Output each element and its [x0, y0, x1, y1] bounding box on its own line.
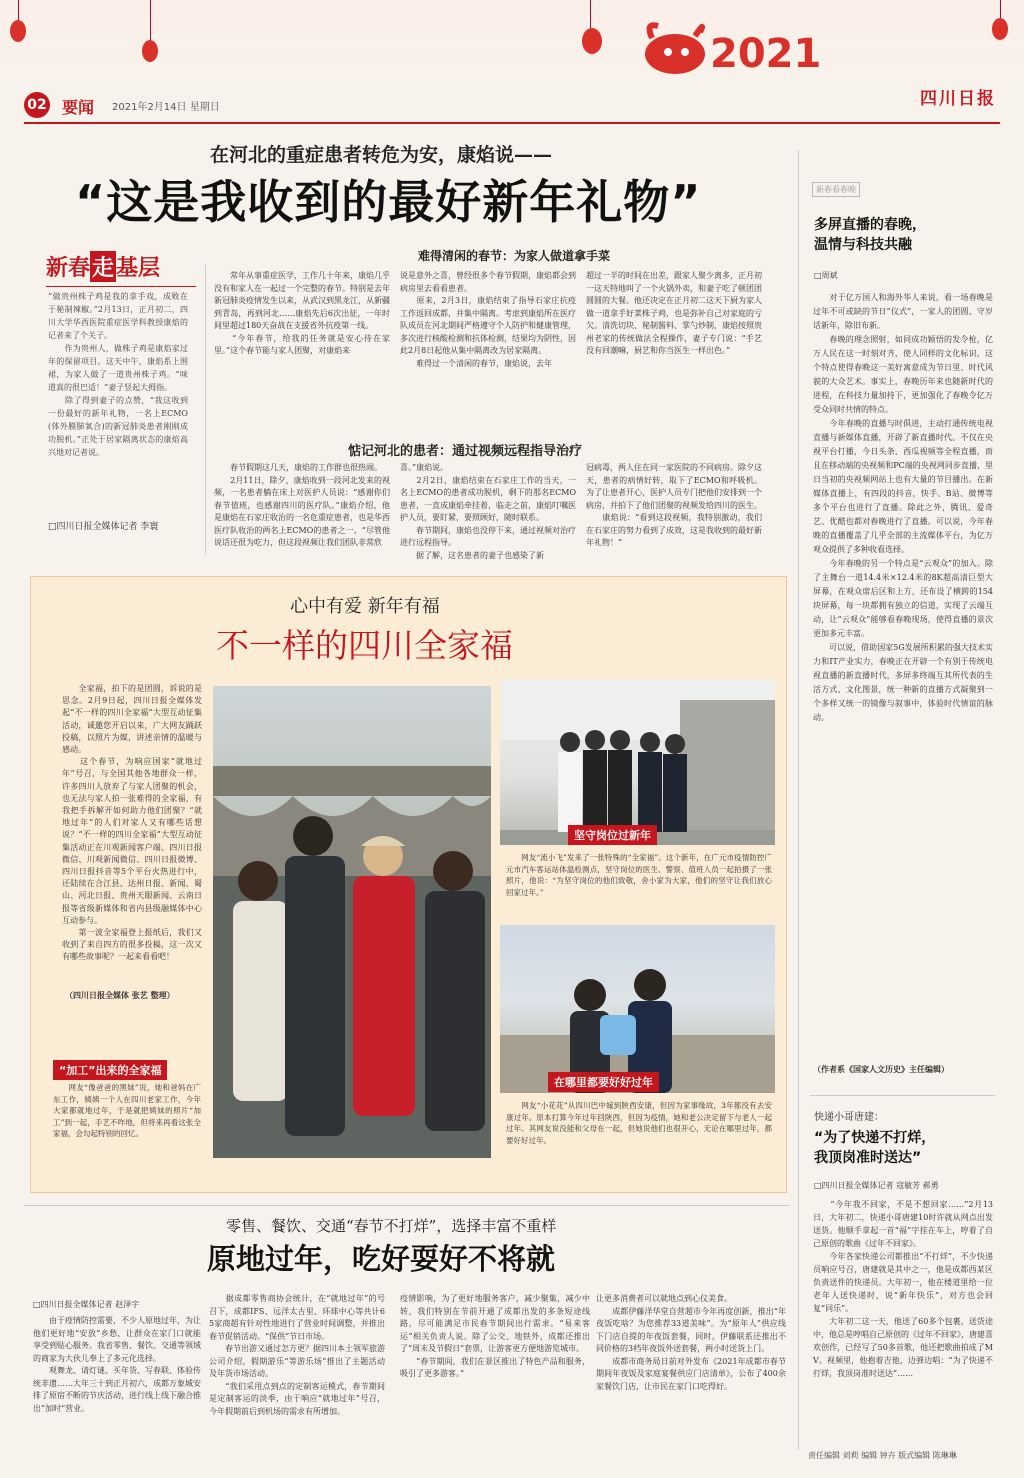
subhead-remote: 惦记河北的患者：通过视频远程指导治疗 — [348, 444, 583, 459]
main-headline: “这是我收到的最好新年礼物” — [75, 175, 702, 229]
lantern-string — [1000, 0, 1001, 18]
bottom-column-2: 据成都零售商协会统计，在“就地过年”的号召下，成都IFS、远洋太古里、环球中心等共计65家商超有针对性地进行了营业时间调整，并推出春节促销活动。“保供”节日市场。 春节出游又通过怎方更？据四川本土领军旅游公司介绍，假期游乐“等游乐场”推出了主题活动及年货市场活动。 “我们采用点到点的定制客运模式，春节期间是定制客运的淡季，由于响应“就地过年”号召，今年假期前后到机场的需求有所增加。 — [209, 1294, 385, 1416]
body-column-e: 喜。”康焰说。 2月2日，康焰结束在石家庄工作的当天，一名上ECMO的患者成功脱机，剩下的那名ECMO患者，一直成康焰牵挂着，临走之前，康焰叮嘱医护人员，要盯紧，要照顾好，随时联系。 春节期间，康焰也没停下来，通过视频对治疗进行远程指导。 据了解，这名患者的妻子也感染了新 — [400, 463, 576, 560]
right-headline — [814, 215, 926, 255]
caption-duty: 网友“流小飞”发来了一张特殊的“全家福”。这个新年，在广元市疫情防控广元市汽车客运站体温检测点，坚守岗位的医生、警察、值班人员一起拍摄了一张照片，他说：“为坚守岗位的他们致敬，舍小家为大家，他们的坚守让我们放心回家过年。” — [506, 853, 772, 897]
duty-illustration — [500, 680, 775, 845]
header-rule — [24, 122, 1000, 124]
subhead-holiday: 难得清闲的春节：为家人做道拿手菜 — [418, 249, 611, 263]
caption-edited-photo: 网友“像爸爸的黑妹”说，她和爸妈在广东工作，姨姨一个人在四川老家工作，今年大家都就地过年，于是就把姨妹的照片“加工”到一起，手艺不咋地，但将来再看这张全家福，会勾起特别的回忆。 — [53, 1083, 201, 1138]
bridge-illustration — [213, 686, 491, 1158]
courier-headline-line1: “为了快递不打烊， — [814, 1130, 936, 1146]
courier-headline — [814, 1128, 935, 1168]
column-logo-rule — [46, 286, 196, 287]
lantern-string — [18, 0, 19, 20]
couple-illustration — [500, 925, 775, 1093]
lantern-string — [590, 0, 591, 28]
lantern-icon — [582, 28, 602, 54]
family-intro-text: 全家福，拍下的是团圆，诉说的是思念。2月9日起，四川日报全媒体发起“不一样的四川全家福”大型互动征集活动，诚邀您开启以来，广大网友踊跃投稿，以照片为媒，讲述亲情的温暖与感动。 这个春节，为响应国家“就地过年”号召，与全国其他各地群众一样，许多四川人放弃了与家人团聚的机会，也无法与家人拍一张难得的全家福，有我把手拆解开如何助力他们团聚？“就地过年”的人们对家人又有哪些话想说？“不一样的四川全家福”大型互动征集活动正在川观新闻客户端、四川日报微信、川观新闻微信、四川日报微博、四川日报抖音等5个平台火热进行中，还陆续在合江县、达州日报、新闻、蜀山、河北日报、贵州天眼新闻、云南日报等省级新媒体和省内县级融媒体中心互动参与。 第一波全家福登上报纸后，我们又收到了来自四方的很多投稿，这一次又有哪些故事呢？一起来看看吧！ — [62, 684, 202, 962]
courier-byline: □四川日报全媒体记者 寇敏芳 郝勇 — [814, 1181, 939, 1190]
right-author-signature: （作者系《国家人文历史》主任编辑） — [813, 1064, 949, 1074]
badge-duty: 坚守岗位过新年 — [568, 825, 657, 845]
column-logo-pre: 新春 — [46, 255, 91, 281]
right-headline-line2: 温情与科技共融 — [814, 237, 912, 253]
bottom-section-rule — [24, 1205, 789, 1206]
body-column-a: 常年从事重症医学，工作几十年来，康焰几乎没有和家人在一起过一个完整的春节。特别是去年新冠肺炎疫情发生以来，从武汉到黑龙江，从新疆到青岛，再到河北……康焰先后6次出征，一年时间里超过180天奋战在支援省外抗疫第一线。 “今年春节，给我的任务就是安心待在家里。”这个春节能与家人团聚，对康焰来 — [214, 271, 390, 355]
right-author: □周斌 — [814, 271, 838, 280]
column-logo-post: 基层 — [116, 255, 161, 281]
lantern-icon — [142, 40, 158, 62]
body-column-f: 冠病毒，两人住在同一家医院的不同病房。除夕这天，患者的病情好转，取下了ECMO和呼吸机。为了让患者开心，医护人员专门把他们安排到一个病房，并拍下了他们团聚的视频发给四川的医生。 康焰说：“看到这段视频，我特别激动，我们在石家庄的努力看到了成效，这是我收到的最好新年礼物！” — [586, 463, 762, 547]
banner-year-art: 2021 — [710, 31, 822, 77]
right-section-rule — [810, 1095, 995, 1096]
family-headline: 不一样的四川全家福 — [216, 626, 513, 665]
bottom-column-4: 让更多消费者可以就地点到心仪美食。 成都伊藤洋华堂自营超市今年再度创新，推出“年夜饭吃啥？为您推荐33道美味”。为“原年人”供应线下门店自提的年夜饭套餐，同时，伊藤联系还推出不同价格的3档年夜饭外送套餐，两小时送货上门。 成都市商务局日前对外发布《2021年成都市春节期间年夜饭及家庭宴餐供应门店清单》，公布了400余家餐饮门店，让市民在家门口吃得好。 — [596, 1294, 786, 1391]
courier-headline-line2: 我顶岗准时送达” — [814, 1150, 922, 1166]
right-column-divider — [798, 150, 799, 1450]
main-byline: □四川日报全媒体记者 李寰 — [48, 522, 159, 532]
paper-masthead: 四川日报 — [920, 89, 996, 109]
family-photo-main — [213, 686, 491, 1158]
family-photo-couple — [500, 925, 775, 1093]
caption-anywhere: 网友“小花花”从四川巴中嫁到陕西安康，但因为家事缘故，3年都没有去安康过年。原本打算今年过年回陕西，但因为疫情，她和老公决定留下与老人一起过年。其网友说没能和父母在一起，但她说他们也很开心，无论在哪里过年，都要好好过年。 — [506, 1101, 772, 1145]
top-banner — [0, 0, 1024, 88]
issue-date: 2021年2月14日 星期日 — [112, 102, 220, 113]
bottom-column-1: 由于疫情防控需要，不少人原地过年，为让他们更好地“安放”乡愁，让群众在家门口就能享受到贴心服务。我省零售、餐饮、交通等领域的商家为大伙儿奉上了多元化选择。 观舞龙、请灯谜、买年货、写春联、体验传统非遗……大年三十到正月初六，成都万象城安排了原宿不断的节庆活动，进行线上线下融合推出“加时”营业。 — [33, 1316, 201, 1413]
body-column-d: 春节假期这几天，康焰的工作群也很热闹。 2月11日，除夕，康焰收到一段河北发来的视频，一名患者躺在床上对医护人员说：“感谢你们春节值班，也感谢四川的医疗队。”康焰介绍，他是康焰在石家庄收治的一名危重症患者，也是华西医疗队收治的两名上ECMO的患者之一。“尽管他说话还很为吃力，但这段视频让我们团队非常欣 — [214, 463, 390, 547]
family-byline: （四川日报全媒体 张艺 整理） — [65, 990, 175, 1000]
column-logo-walk: 走 — [90, 251, 116, 282]
lead-paragraph: “做贵州株子鸡是我的拿手戏，成败在于秘制辣椒。”2月13日，正月初二，四川大学华西医院重症医学科教授康焰的记者来了个关子。 作为贵州人，做株子鸡是康焰家过年的保留项目。这天中午，康焰系上围裙，为家人做了一道贵州株子鸡。“味道真的很巴适！”妻子竖起大拇指。 除了得到妻子的点赞，“我这收到一份最好的新年礼物，一名上ECMO(体外膜肺氧合)的新冠肺炎患者刚刚成功脱机。”正处于居家隔离状态的康焰高兴地对记者说。 — [48, 292, 188, 457]
badge-anywhere: 在哪里都要好好过年 — [548, 1072, 659, 1092]
ox-mascot-icon — [640, 12, 822, 82]
bottom-column-3: 疫情影响，为了更好地服务客户，减少聚集，减少中转，我们特别在节前开通了成都出发的多条短途线路，尽可能满足市民春节期间出行需求。“易来客运”相关负责人说。除了公交、地铁外，成都还推出了“周末及节假日”套票，让游客更方便地游览城市。 “春节期间，我们在景区推出了特色产品和服务，吸引了更多游客。” — [400, 1294, 590, 1378]
column-divider — [205, 265, 206, 555]
family-photo-duty — [500, 680, 775, 845]
lantern-icon — [992, 18, 1008, 40]
section-name: 要闻 — [62, 98, 95, 117]
body-column-c: 超过一半的时间在出差，跟家人聚少离多，正月初一这天特地叫了一个火锅外卖，和妻子吃了顿团团圆圆的大餐。他还决定在正月初二这天下厨为家人做一道拿手好菜株子鸡，也是弥补自己对家庭的亏欠。清洗切块、秘制酱料、掌勺炒制，康焰按照贵州老家的传统做法全程操作，妻子专门说：“手艺没有回潮嘛，厨艺和你当医生一样出色。” — [586, 271, 762, 355]
right-headline-line1: 多屏直播的春晚， — [814, 217, 926, 233]
main-kicker: 在河北的重症患者转危为安，康焰说—— — [210, 144, 553, 166]
editor-credits: 责任编辑 刘莉 编辑 钟卉 版式编辑 陈琳琳 — [808, 1451, 957, 1460]
bottom-kicker: 零售、餐饮、交通“春节不打烊”，选择丰富不重样 — [226, 1217, 557, 1235]
lantern-string — [150, 0, 151, 40]
badge-edited-photo: “加工”出来的全家福 — [53, 1060, 167, 1080]
courier-article-text: “今年我不回家，不是不想回家……”2月13日，大年初二，快递小哥唐建10时许就从网点出发送货。他顺手拿起一首“福”字挂在车上，哼着了自己原创的歌曲《过年不回家》。 今年各家快递公司都推出“不打烊”，不少快递员响应号召，唐建就是其中之一，他是成都西某区负责送件的快递员。大年初一，他在楼道里给一位老年人送快递时，说“新年快乐”，对方也会回复“同乐”。 大年初二这一天，他送了60多个包裹，送货途中，他总是哼唱自己原创的《过年不回家》，唐建喜欢创作，已经写了50多首歌，他还把歌曲拍成了MV。视频里，他抱着吉他，边弹边唱：“为了快递不打烊，我顶岗准时送达”…… — [813, 1200, 993, 1378]
family-kicker: 心中有爱 新年有福 — [290, 596, 440, 617]
lantern-icon — [10, 20, 26, 42]
body-column-b: 说是意外之喜，曾经很多个春节假期，康焰都会到病房里去看看患者。 原来，2月3日，康焰结束了指导石家庄抗疫工作返回成都，并集中隔离。考虑到康焰所在医疗队成员在河北期间严格遵守个人防护和健康管理，多次进行核酸检测和抗体检测，结果均为阴性，因此2月8日起他从集中隔离改为居家隔离。 难得过一个清闲的春节，康焰说，去年 — [400, 271, 576, 368]
bottom-byline: □四川日报全媒体记者 赵泽宇 — [33, 1300, 140, 1309]
courier-kicker: 快递小哥唐建： — [814, 1112, 884, 1123]
page-number-badge: 02 — [24, 92, 50, 118]
column-logo — [46, 251, 196, 283]
right-article-text: 对于亿万国人和海外华人来说，看一场春晚是过年不可或缺的节日“仪式”，一家人的团圆、守岁话新年，除旧布新。 春晚的理念照射，如同成功颖悟的发令枪，亿万人民在这一时刻对齐，使人同样的文化标识，这个特点使得春晚这一美好寓意成为节日里、时代风貌的大众艺术。事实上，春晚历年来也随新时代的进程，在科技力量加持下，更加强化了春晚令亿万受众同时共情的特点。 今年春晚的直播与时俱进，主动打通传统电视直播与新媒体直播，开辟了新直播时代。不仅在央视平台打播，今日头条、西瓜视频等全程直播，而且在移动端的央视频和PC端的央视网同步直播，里日当初的央视频网站上也有大量的节目播出。在新媒体直播上，有四段的抖音，快手、B站、微博等多个平台也进行了直播。除此之外，腾讯、爱奇艺、优酷也都对春晚进行了直播。可以说，今年春晚的直播覆盖了几乎全部的主流媒体平台，为亿万观众提供了多种收看选择。 今年春晚的另一个特点是“云观众”的加入。除了主舞台一道14.4米×12.4米的8K超高清巨型大屏幕，在观众席后区和上方，还布设了横跨的154块屏幕，每一块都拥有独立的信道，实现了云端互动，让“云观众”能够看春晚现场，使得直播的景次更加多元丰富。 可以说，借助国家5G发展所积累的强大技术实力和IT产业实力，春晚正在开辟一个有别于传统电视直播的新直播时代，多屏多终端互其所代表的生活方式、文化图景，统一种新的直播方式凝聚到一个多样又统一的镜像与叙事中，体验时代情谊的脉动。 — [813, 293, 993, 722]
bottom-headline: 原地过年，吃好耍好不将就 — [207, 1242, 556, 1276]
right-column-tag: 新春看春晚 — [812, 182, 860, 197]
